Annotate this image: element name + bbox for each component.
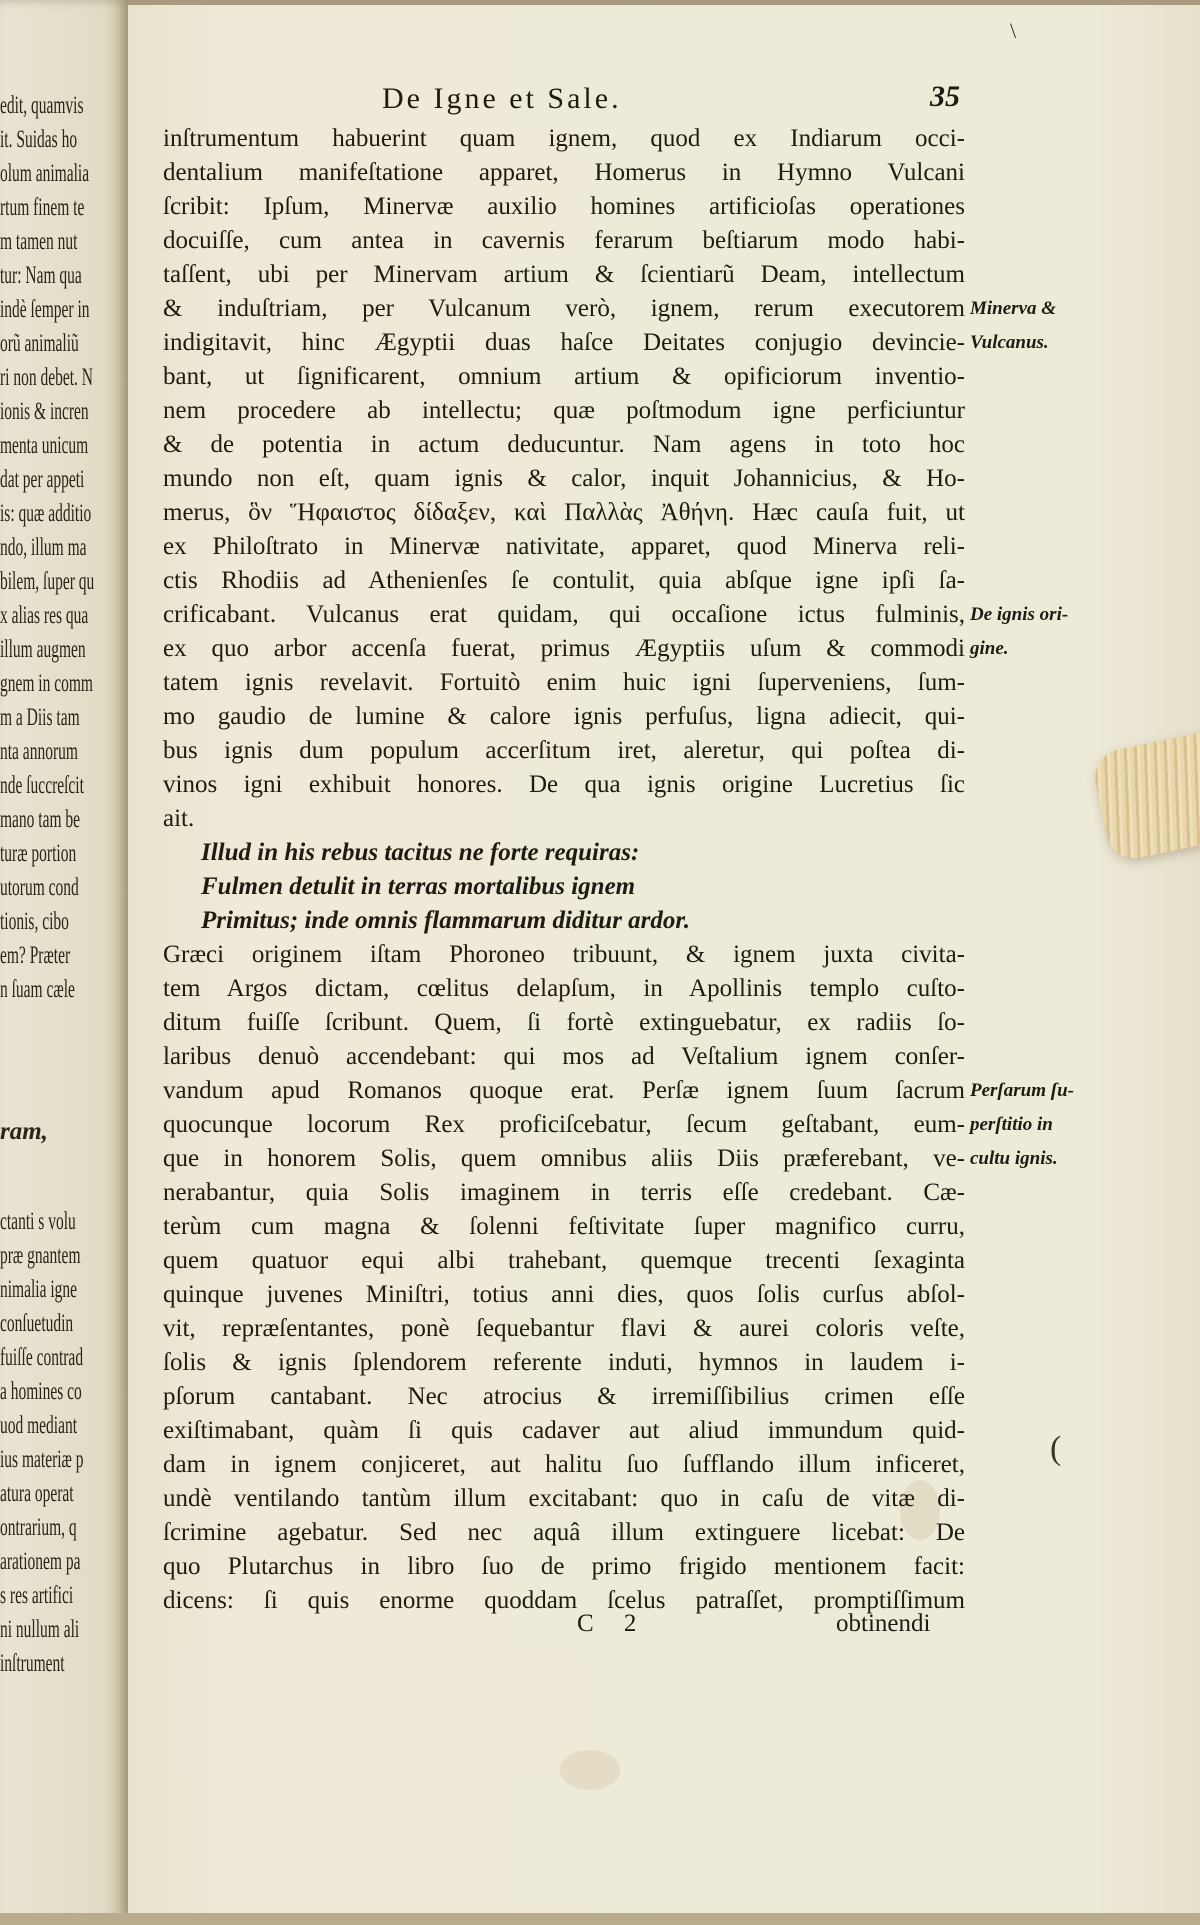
facing-page-fragment: ontrarium, q — [0, 1514, 77, 1541]
pencil-mark: \ — [1010, 18, 1017, 43]
facing-page-fragment: m tamen nut — [0, 228, 78, 255]
facing-page-fragment: utorum cond — [0, 874, 79, 901]
margin-note-line: gine. — [970, 638, 1009, 659]
facing-page-fragment: olum animalia — [0, 160, 90, 187]
facing-page-fragment: nimalia igne — [0, 1276, 78, 1303]
paper-stain — [560, 1750, 620, 1790]
margin-note-line: De ignis ori- — [970, 604, 1069, 625]
text-line: ditum fuiſſe ſcribunt. Quem, ſi fortè extinguebatur, ex radiis ſo- — [163, 1009, 965, 1036]
facing-page-fragment: edit, quamvis — [0, 92, 84, 119]
text-line: indigitavit, hinc Ægyptii duas haſce Deitates conjugio devincie- — [163, 329, 965, 356]
text-line: tatem ignis revelavit. Fortuitò enim huic igni ſuperveniens, ſum- — [163, 669, 965, 696]
facing-page-fragment: em? Præter — [0, 942, 71, 969]
text-line: bant, ut ſignificarent, omnium artium & opificiorum inventio- — [163, 363, 965, 390]
text-line: Fulmen detulit in terras mortalibus ignem — [201, 873, 636, 900]
text-line: mundo non eſt, quam ignis & calor, inquit Johannicius, & Ho- — [163, 465, 965, 492]
facing-page-fragment: s res artifici — [0, 1582, 74, 1609]
text-line: ſcribit: Ipſum, Minervæ auxilio homines artificioſas operationes — [163, 193, 965, 220]
text-line: exiſtimabant, quàm ſi quis cadaver aut aliud immundum quid- — [163, 1417, 965, 1444]
text-line: pſorum cantabant. Nec atrocius & irremiſſibilius crimen eſſe — [163, 1383, 965, 1410]
text-line: merus, ὃν Ἥφαιστος δίδαξεν, καὶ Παλλὰς Ἀθήνη. Hæc cauſa fuit, ut — [163, 499, 965, 526]
text-line: terùm cum magna & ſolenni feſtivitate ſuper magnifico curru, — [163, 1213, 965, 1240]
text-line: undè ventilando tantùm illum excitabant: quo in caſu de vitæ di- — [163, 1485, 965, 1512]
facing-page-fragment: ri non debet. N — [0, 364, 93, 391]
facing-page-fragment: ndo, illum ma — [0, 534, 87, 561]
facing-page-fragment: indè ſemper in — [0, 296, 90, 323]
facing-page-fragment: dat per appeti — [0, 466, 85, 493]
facing-page-fragment: atura operat — [0, 1480, 74, 1507]
text-line: ait. — [163, 805, 195, 832]
facing-page-fragment: ionis & incren — [0, 398, 89, 425]
facing-page-fragment: turæ portion — [0, 840, 77, 867]
text-line: quo Plutarchus in libro ſuo de primo frigido mentionem facit: — [163, 1553, 965, 1580]
facing-page-fragment: a homines co — [0, 1378, 82, 1405]
facing-page — [0, 0, 128, 1925]
facing-page-fragment: ni nullum ali — [0, 1616, 80, 1643]
facing-page-fragment: inſtrument — [0, 1650, 65, 1677]
facing-page-fragment: uod mediant — [0, 1412, 78, 1439]
facing-page-fragment: mano tam be — [0, 806, 81, 833]
text-line: dam in ignem conjiceret, aut halitu ſuo ſufflando illum inficeret, — [163, 1451, 965, 1478]
facing-page-fragment: m a Diis tam — [0, 704, 80, 731]
text-line: tem Argos dictam, cœlitus delapſum, in Apollinis templo cuſto- — [163, 975, 965, 1002]
running-head: De Igne et Sale. — [382, 82, 622, 115]
text-line: docuiſſe, cum antea in cavernis ferarum beſtiarum modo habi- — [163, 227, 965, 254]
facing-page-fragment: ram, — [0, 1118, 48, 1145]
margin-note-origin — [970, 598, 1068, 666]
facing-page-fragment: nde ſuccreſcit — [0, 772, 84, 799]
facing-page-fragment: orũ animaliũ — [0, 330, 79, 357]
text-line: laribus denuò accendebant: qui mos ad Veſtalium ignem conſer- — [163, 1043, 965, 1070]
text-line: dentalium manifeſtatione apparet, Homerus in Hymno Vulcani — [163, 159, 965, 186]
signature-mark: C 2 — [577, 1610, 649, 1637]
text-line: que in honorem Solis, quem omnibus aliis Diis præferebant, ve- — [163, 1145, 965, 1172]
margin-note-line: Vulcanus. — [970, 332, 1049, 353]
facing-page-fragment: tur: Nam qua — [0, 262, 82, 289]
text-line: vinos igni exhibuit honores. De qua ignis origine Lucretius ſic — [163, 771, 965, 798]
facing-page-fragment: is: quæ additio — [0, 500, 92, 527]
text-line: ſolis & ignis ſplendorem referente induti, hymnos in laudem i- — [163, 1349, 965, 1376]
text-line: nerabantur, quia Solis imaginem in terris eſſe credebant. Cæ- — [163, 1179, 965, 1206]
facing-page-fragment: conſuetudin — [0, 1310, 74, 1337]
text-line: taſſent, ubi per Minervam artium & ſcientiarũ Deam, intellectum — [163, 261, 965, 288]
facing-page-fragment: præ gnantem — [0, 1242, 81, 1269]
text-line: quocunque locorum Rex proficiſcebatur, ſecum geſtabant, eum- — [163, 1111, 965, 1138]
text-line: nem procedere ab intellectu; quæ poſtmodum igne perficiuntur — [163, 397, 965, 424]
facing-page-fragment: n ſuam cæle — [0, 976, 75, 1003]
facing-page-fragment: illum augmen — [0, 636, 86, 663]
margin-note-minerva — [970, 292, 1056, 360]
text-line: quinque juvenes Miniſtri, totius anni dies, quos ſolis curſus abſol- — [163, 1281, 965, 1308]
text-line: Primitus; inde omnis flammarum diditur ardor. — [201, 907, 691, 934]
facing-page-fragment: bilem, ſuper qu — [0, 568, 95, 595]
page-bottom-edge — [0, 1913, 1200, 1925]
facing-page-fragment: it. Suidas ho — [0, 126, 78, 153]
text-line: vit, repræſentantes, ponè ſequebantur flavi & aurei coloris veſte, — [163, 1315, 965, 1342]
facing-page-fragment: x alias res qua — [0, 602, 89, 629]
text-line: dicens: ſi quis enorme quoddam ſcelus patraſſet, promptiſſimum — [163, 1587, 965, 1614]
page-number: 35 — [930, 80, 960, 113]
margin-note-line: perſtitio in — [970, 1114, 1053, 1135]
text-line: vandum apud Romanos quoque erat. Perſæ ignem ſuum ſacrum — [163, 1077, 965, 1104]
text-line: ſcrimine agebatur. Sed nec aquâ illum extinguere licebat: De — [163, 1519, 965, 1546]
text-line: ex Philoſtrato in Minervæ nativitate, apparet, quod Minerva reli- — [163, 533, 965, 560]
text-line: crificabant. Vulcanus erat quidam, qui occaſione ictus fulminis, — [163, 601, 965, 628]
text-line: ex quo arbor accenſa fuerat, primus Ægyptiis uſum & commodi — [163, 635, 965, 662]
facing-page-fragment: nta annorum — [0, 738, 78, 765]
body-text — [163, 122, 965, 1618]
facing-page-fragment: gnem in comm — [0, 670, 93, 697]
text-line: quem quatuor equi albi trahebant, quemque trecenti ſexaginta — [163, 1247, 965, 1274]
facing-page-fragment: menta unicum — [0, 432, 89, 459]
text-line: & de potentia in actum deducuntur. Nam agens in toto hoc — [163, 431, 965, 458]
facing-page-fragment: fuiſſe contrad — [0, 1344, 84, 1371]
text-line: Græci originem iſtam Phoroneo tribuunt, & ignem juxta civita- — [163, 941, 965, 968]
text-line: ctis Rhodiis ad Athenienſes ſe contulit, quia abſque igne ipſi ſa- — [163, 567, 965, 594]
page-top-edge — [128, 0, 1200, 5]
facing-page-fragment: tionis, cibo — [0, 908, 69, 935]
facing-page-fragment: arationem pa — [0, 1548, 81, 1575]
catchword: obtinendi — [836, 1610, 931, 1637]
text-line: & induſtriam, per Vulcanum verò, ignem, rerum executorem — [163, 295, 965, 322]
text-line: inſtrumentum habuerint quam ignem, quod ex Indiarum occi- — [163, 125, 965, 152]
text-line: bus ignis dum populum accerſitum iret, aleretur, qui poſtea di- — [163, 737, 965, 764]
text-line: mo gaudio de lumine & calore ignis perfuſus, ligna adiecit, qui- — [163, 703, 965, 730]
margin-note-line: Minerva & — [970, 298, 1057, 319]
margin-note-line: Perſarum ſu- — [970, 1080, 1074, 1101]
pencil-mark: ( — [1050, 1430, 1062, 1467]
margin-note-line: cultu ignis. — [970, 1148, 1058, 1169]
text-line: Illud in his rebus tacitus ne forte requiras: — [201, 839, 640, 866]
facing-page-fragment: ctanti s volu — [0, 1208, 76, 1235]
facing-page-fragment: rtum finem te — [0, 194, 85, 221]
margin-note-persians — [970, 1074, 1074, 1176]
facing-page-fragment: ius materiæ p — [0, 1446, 84, 1473]
